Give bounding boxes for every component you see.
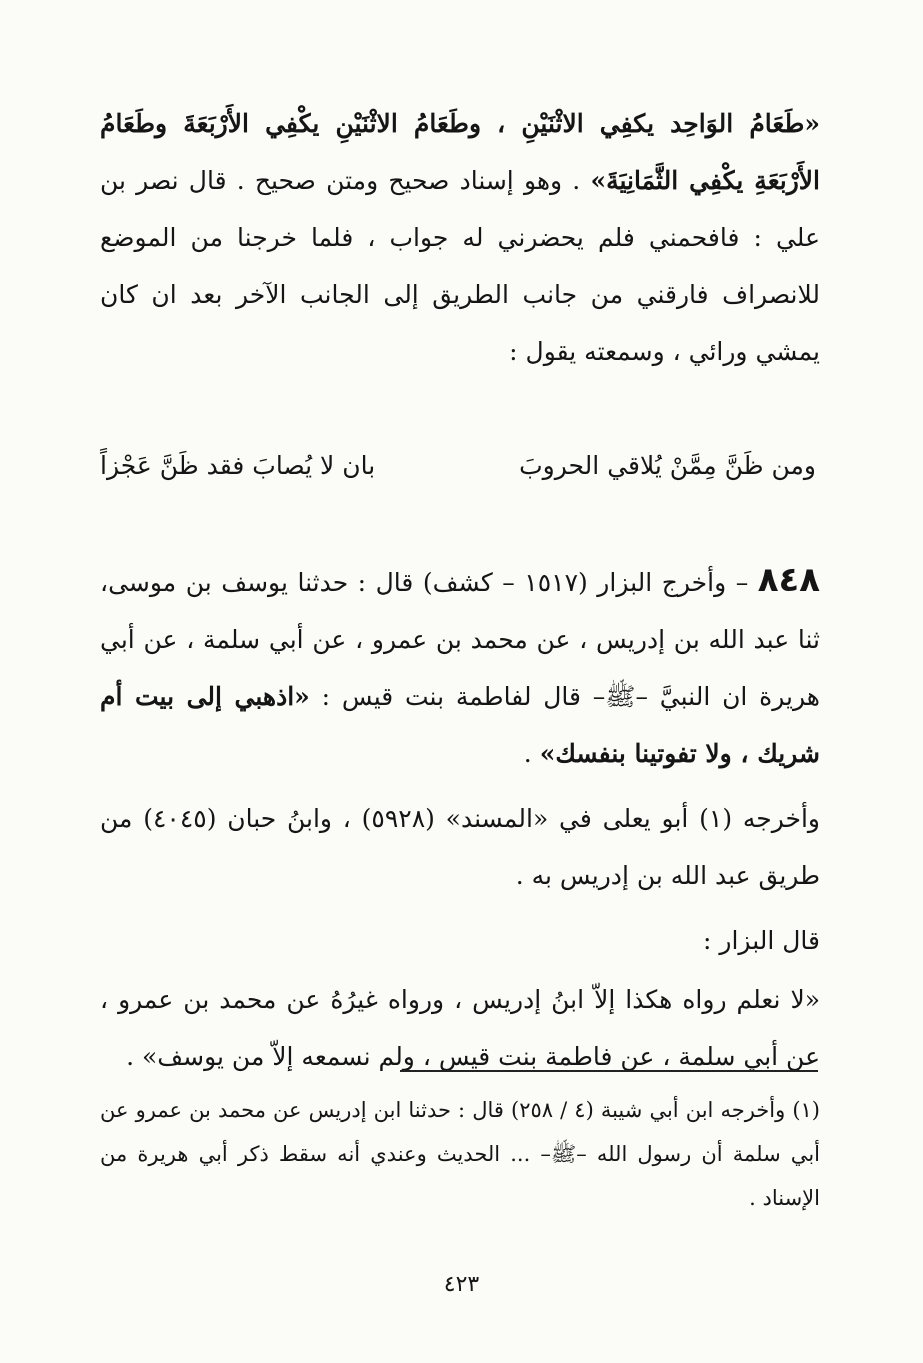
takhrij-paragraph: وأخرجه (١) أبو يعلى في «المسند» (٥٩٢٨) ، وابنُ حبان (٤٠٤٥) من طريق عبد الله بن إدريس به . bbox=[100, 804, 820, 890]
hadith-number: ٨٤٨ bbox=[757, 560, 820, 600]
footnote: (١) وأخرجه ابن أبي شيبة (٤ / ٢٥٨) قال : حدثنا ابن إدريس عن محمد بن عمرو عن أبي سلمة أن رسول الله –ﷺ– ... الحديث وعندي أنه سقط ذكر أبي هريرة من الإسناد . bbox=[100, 1098, 820, 1210]
poem-verse bbox=[100, 446, 820, 486]
poem-left-hemistich: بان لا يُصابَ فقد ظَنَّ عَجْزاً bbox=[100, 451, 376, 480]
hadith-paragraph bbox=[100, 552, 820, 782]
hadith-bold-quote: «اذهبي إلى بيت أم شريك ، ولا تفوتينا بنفسك» bbox=[100, 682, 820, 768]
page-number: ٤٢٣ bbox=[443, 1272, 480, 1297]
hadith-text-after: . bbox=[523, 739, 540, 768]
poem-right-hemistich: ومن ظَنَّ مِمَّنْ يُلاقي الحروبَ bbox=[519, 451, 816, 480]
intro-hadith-quote: «طَعَامُ الوَاحِد يكفِي الاثْنَيْنِ ، وطَعَامُ الاثْنَيْنِ يكْفِي الأَرْبَعَةَ وطَعَامُ الأَرْبَعَةِ يكْفِي الثَّمَانِيَةَ» bbox=[100, 109, 821, 195]
hadith-text-before: – وأخرج البزار (١٥١٧ – كشف) قال : حدثنا يوسف بن موسى، ثنا عبد الله بن إدريس ، عن محمد بن عمرو ، عن أبي سلمة ، عن أبي هريرة ان النبيَّ –ﷺ– قال لفاطمة بنت قيس : bbox=[100, 568, 820, 711]
footnote-divider bbox=[400, 1070, 818, 1072]
bazzar-label: قال البزار : bbox=[703, 926, 820, 955]
intro-text: . وهو إسناد صحيح ومتن صحيح . قال نصر بن علي : فافحمني فلم يحضرني له جواب ، فلما خرجنا من الموضع للانصراف فارقني من جانب الطريق إلى الجانب الآخر بعد ان كان يمشي ورائي ، وسمعته يقول : bbox=[100, 166, 820, 366]
bazzar-quote: «لا نعلم رواه هكذا إلاّ ابنُ إدريس ، ورواه غيرُهُ عن محمد بن عمرو ، عن أبي سلمة ، عن فاطمة بنت قيس ، ولم نسمعه إلاّ من يوسف» . bbox=[100, 985, 820, 1071]
intro-paragraph bbox=[100, 95, 820, 380]
page-body bbox=[100, 95, 820, 1085]
